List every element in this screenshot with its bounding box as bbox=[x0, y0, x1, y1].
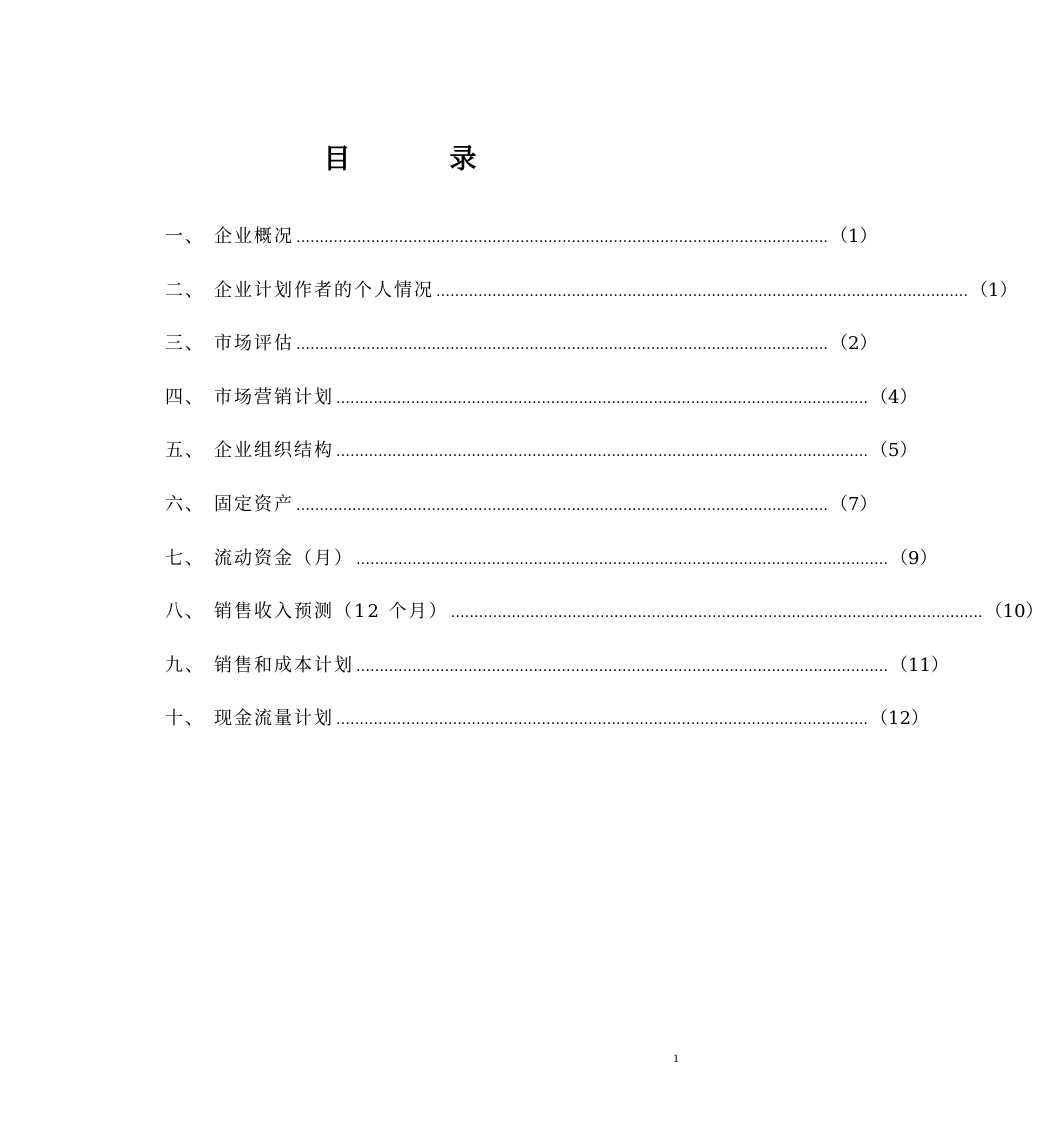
table-of-contents bbox=[165, 223, 1044, 759]
page-number: 1 bbox=[673, 1051, 679, 1065]
toc-entry-page: （12） bbox=[870, 708, 929, 730]
toc-entry-label: 流动资金（月） bbox=[214, 547, 354, 569]
toc-entry[interactable] bbox=[165, 598, 1044, 652]
toc-entry[interactable] bbox=[165, 652, 949, 706]
toc-entry-number: 一、 bbox=[165, 226, 205, 247]
toc-entry-label: 市场营销计划 bbox=[214, 386, 334, 408]
toc-entry-label: 企业概况 bbox=[214, 226, 294, 247]
toc-entry-number: 四、 bbox=[165, 386, 205, 408]
toc-entry-page: （2） bbox=[830, 333, 878, 355]
toc-entry-number: 二、 bbox=[165, 279, 205, 301]
toc-entry-leader: …………………………………………………………………………………………………… bbox=[336, 444, 868, 461]
toc-entry-page: （7） bbox=[830, 493, 878, 515]
toc-entry-number: 五、 bbox=[165, 440, 205, 462]
toc-entry-label: 企业计划作者的个人情况 bbox=[214, 279, 434, 301]
toc-entry-number: 九、 bbox=[165, 654, 205, 676]
toc-entry-page: （1） bbox=[830, 226, 878, 247]
toc-entry-label: 企业组织结构 bbox=[214, 440, 334, 462]
toc-entry-page: （4） bbox=[870, 386, 918, 408]
toc-entry-leader: …………………………………………………………………………………………………… bbox=[356, 551, 888, 568]
toc-entry-number: 八、 bbox=[165, 601, 205, 623]
toc-entry-leader: …………………………………………………………………………………………………… bbox=[436, 283, 968, 300]
toc-entry-leader: …………………………………………………………………………………………………… bbox=[336, 712, 868, 729]
toc-entry-label: 销售收入预测（12 个月） bbox=[214, 601, 449, 623]
toc-entry-page: （1） bbox=[970, 279, 1018, 301]
toc-entry-number: 十、 bbox=[165, 708, 205, 730]
toc-entry-label: 市场评估 bbox=[214, 333, 294, 355]
toc-entry-page: （9） bbox=[890, 547, 938, 569]
toc-entry[interactable] bbox=[165, 705, 929, 759]
toc-entry-leader: …………………………………………………………………………………………………… bbox=[356, 658, 888, 675]
toc-entry-label: 现金流量计划 bbox=[214, 708, 334, 730]
toc-entry[interactable] bbox=[165, 330, 878, 384]
toc-entry[interactable] bbox=[165, 491, 878, 545]
toc-entry-page: （11） bbox=[890, 654, 949, 676]
toc-entry-page: （5） bbox=[870, 440, 918, 462]
toc-entry-leader: …………………………………………………………………………………………………… bbox=[296, 337, 828, 354]
toc-entry[interactable] bbox=[165, 223, 878, 277]
toc-entry-leader: …………………………………………………………………………………………………… bbox=[450, 605, 983, 622]
toc-entry-number: 六、 bbox=[165, 493, 205, 515]
toc-entry-leader: …………………………………………………………………………………………………… bbox=[296, 230, 828, 246]
toc-entry-label: 固定资产 bbox=[214, 493, 294, 515]
toc-entry[interactable] bbox=[165, 277, 1018, 331]
toc-entry-number: 七、 bbox=[165, 547, 205, 569]
page-title: 目 录 bbox=[323, 144, 513, 175]
toc-entry[interactable] bbox=[165, 545, 938, 599]
toc-entry[interactable] bbox=[165, 384, 918, 438]
toc-entry-leader: …………………………………………………………………………………………………… bbox=[336, 390, 868, 407]
toc-entry-number: 三、 bbox=[165, 333, 205, 355]
toc-entry-leader: …………………………………………………………………………………………………… bbox=[296, 497, 828, 514]
toc-entry[interactable] bbox=[165, 437, 918, 491]
toc-entry-page: （10） bbox=[984, 601, 1044, 623]
toc-entry-label: 销售和成本计划 bbox=[214, 654, 354, 676]
